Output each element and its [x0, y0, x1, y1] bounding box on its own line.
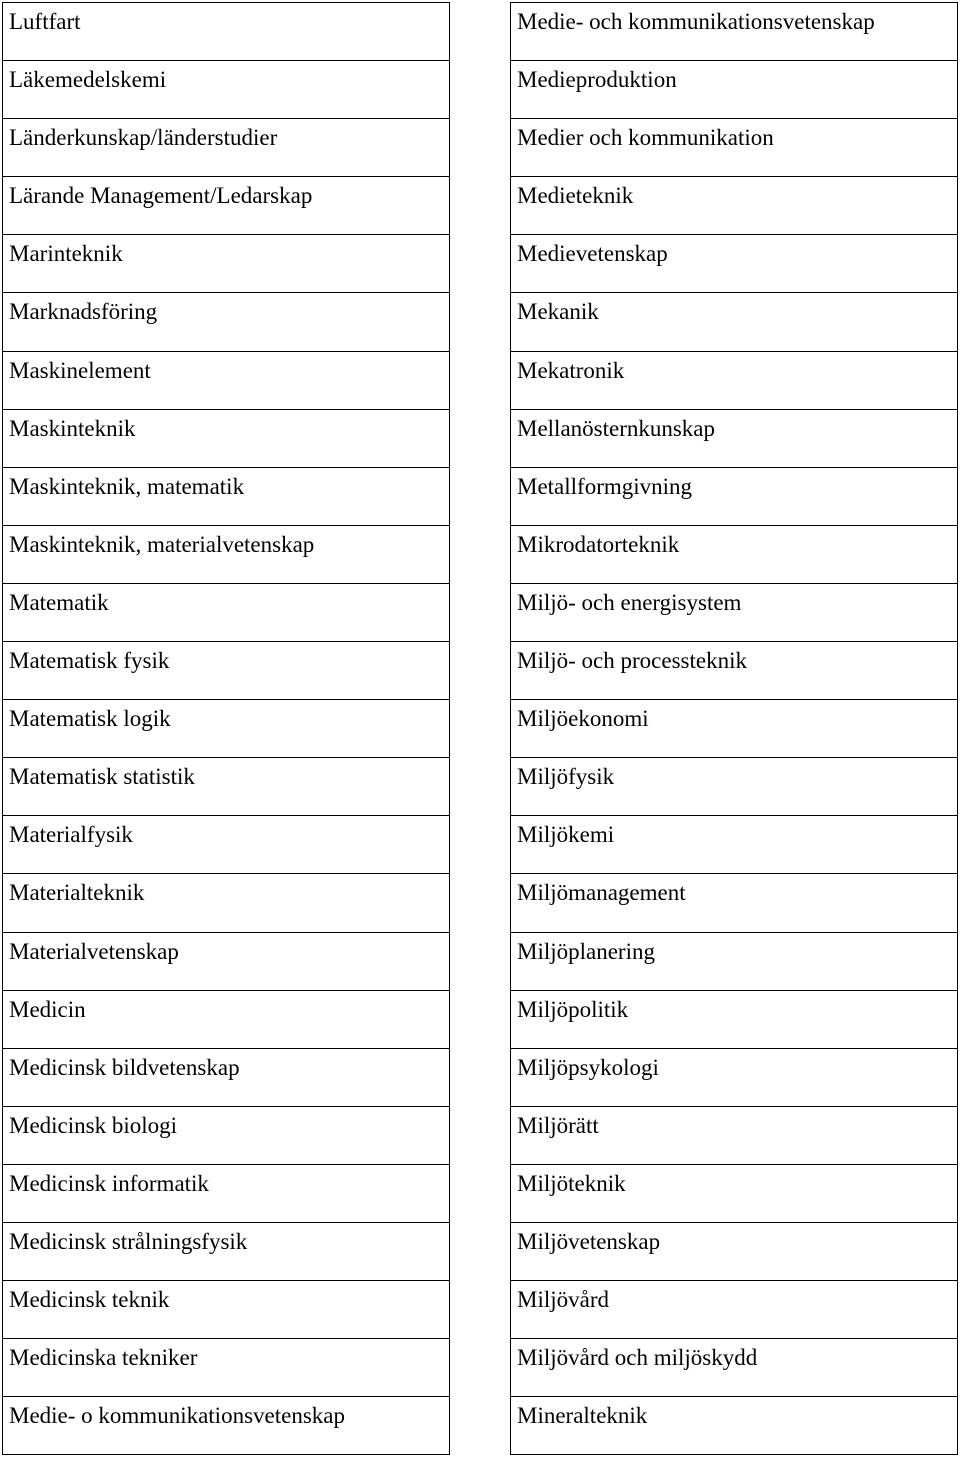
- list-item: Maskinteknik: [2, 409, 450, 468]
- list-item: Maskinteknik, materialvetenskap: [2, 525, 450, 584]
- list-item: Miljöteknik: [510, 1164, 958, 1223]
- list-item: Matematisk logik: [2, 699, 450, 758]
- list-item: Medicinsk teknik: [2, 1280, 450, 1339]
- list-item: Matematisk statistik: [2, 757, 450, 816]
- list-item: Miljökemi: [510, 815, 958, 874]
- list-item: Luftfart: [2, 2, 450, 61]
- list-item: Medicinska tekniker: [2, 1338, 450, 1397]
- list-item: Materialteknik: [2, 873, 450, 932]
- list-item: Materialvetenskap: [2, 932, 450, 991]
- list-item: Läkemedelskemi: [2, 60, 450, 119]
- list-item: Miljöpolitik: [510, 990, 958, 1049]
- list-item: Medie- o kommunikationsvetenskap: [2, 1396, 450, 1455]
- list-item: Medicinsk biologi: [2, 1106, 450, 1165]
- list-item: Maskinteknik, matematik: [2, 467, 450, 526]
- list-item: Marinteknik: [2, 234, 450, 293]
- list-item: Medicinsk strålningsfysik: [2, 1222, 450, 1281]
- list-item: Länderkunskap/länderstudier: [2, 118, 450, 177]
- list-item: Miljö- och energisystem: [510, 583, 958, 642]
- list-item: Medicinsk informatik: [2, 1164, 450, 1223]
- list-item: Medieproduktion: [510, 60, 958, 119]
- list-item: Miljöekonomi: [510, 699, 958, 758]
- list-item: Mellanösternkunskap: [510, 409, 958, 468]
- list-item: Mekatronik: [510, 351, 958, 410]
- list-item: Miljörätt: [510, 1106, 958, 1165]
- list-item: Miljömanagement: [510, 873, 958, 932]
- list-item: Medieteknik: [510, 176, 958, 235]
- list-item: Miljövård: [510, 1280, 958, 1339]
- list-item: Matematisk fysik: [2, 641, 450, 700]
- list-item: Miljö- och processteknik: [510, 641, 958, 700]
- list-item: Mekanik: [510, 292, 958, 351]
- list-item: Medicin: [2, 990, 450, 1049]
- list-item: Maskinelement: [2, 351, 450, 410]
- left-column: [2, 2, 450, 1455]
- list-item: Medier och kommunikation: [510, 118, 958, 177]
- list-item: Lärande Management/Ledarskap: [2, 176, 450, 235]
- list-item: Miljövård och miljöskydd: [510, 1338, 958, 1397]
- list-item: Materialfysik: [2, 815, 450, 874]
- list-item: Mineralteknik: [510, 1396, 958, 1455]
- list-item: Metallformgivning: [510, 467, 958, 526]
- list-item: Medie- och kommunikationsvetenskap: [510, 2, 958, 61]
- list-item: Miljöfysik: [510, 757, 958, 816]
- right-column: [510, 2, 958, 1455]
- list-item: Miljöpsykologi: [510, 1048, 958, 1107]
- list-item: Medicinsk bildvetenskap: [2, 1048, 450, 1107]
- list-item: Medievetenskap: [510, 234, 958, 293]
- list-item: Miljöplanering: [510, 932, 958, 991]
- list-item: Miljövetenskap: [510, 1222, 958, 1281]
- list-item: Mikrodatorteknik: [510, 525, 958, 584]
- list-item: Matematik: [2, 583, 450, 642]
- list-item: Marknadsföring: [2, 292, 450, 351]
